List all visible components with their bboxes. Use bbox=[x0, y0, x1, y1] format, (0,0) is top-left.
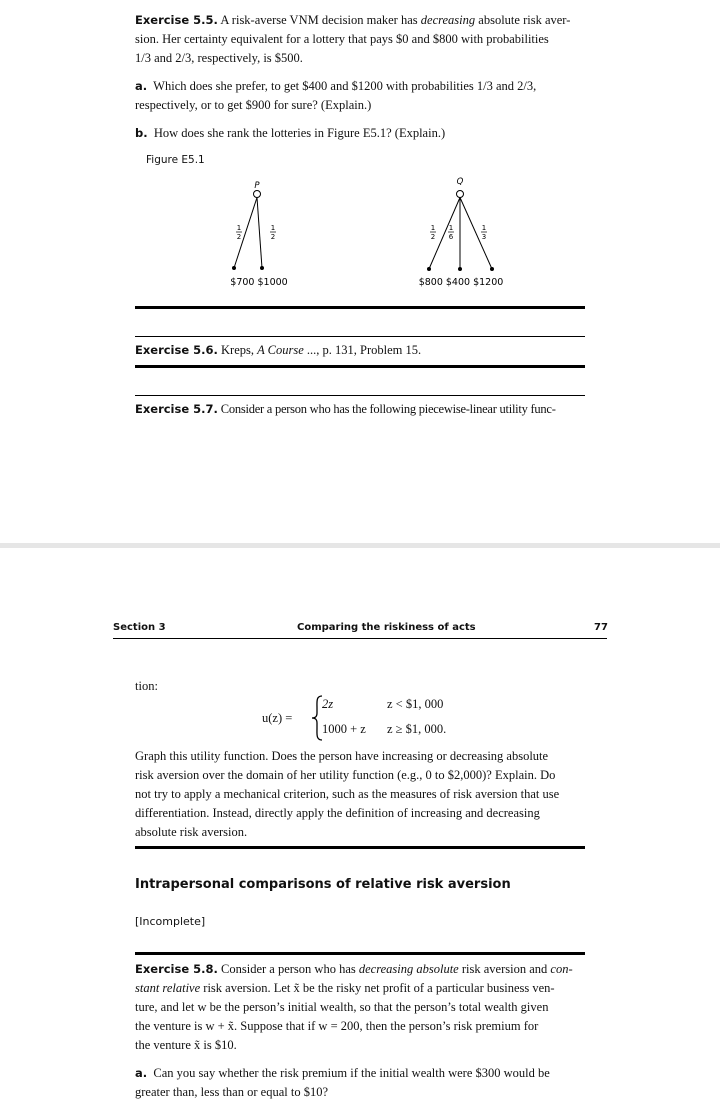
text: How does she rank the lotteries in Figure E5.1? (Explain.) bbox=[153, 126, 446, 140]
text: respectively, or to get $900 for sure? (Explain.) bbox=[135, 98, 372, 112]
tree-q-leaf-right bbox=[490, 267, 494, 271]
paragraph-line: risk aversion over the domain of her utility function (e.g., 0 to $2,000)? Explain. Do bbox=[135, 768, 556, 782]
tree-q-branch-right bbox=[460, 198, 492, 270]
running-header-section: Section 3 bbox=[113, 622, 166, 633]
thin-rule bbox=[135, 336, 585, 337]
tree-q-outcomes: $800 $400 $1200 bbox=[418, 277, 504, 288]
tree-p-prob-right bbox=[270, 224, 276, 241]
tree-p-leaf-right bbox=[260, 266, 264, 270]
emphasis: A Course bbox=[257, 343, 304, 357]
text: Consider a person who has the following piecewise-linear utility func- bbox=[220, 402, 556, 416]
paragraph-line: not try to apply a mechanical criterion, such as the measures of risk aversion that use bbox=[135, 787, 560, 801]
tree-p-branch-right bbox=[257, 198, 262, 269]
tree-q-root-node bbox=[457, 191, 464, 198]
svg-text:1: 1 bbox=[430, 224, 436, 232]
tree-q-prob-right bbox=[481, 224, 487, 241]
exercise-5-5-line-3: 1/3 and 2/3, respectively, is $500. bbox=[135, 51, 303, 65]
emphasis: stant relative bbox=[135, 981, 201, 995]
thick-rule bbox=[135, 952, 585, 955]
svg-text:1: 1 bbox=[236, 224, 242, 232]
svg-text:1: 1 bbox=[448, 224, 454, 232]
exercise-5-5-line-1 bbox=[135, 11, 585, 30]
running-header-title: Comparing the riskiness of acts bbox=[297, 622, 476, 633]
svg-text:2: 2 bbox=[270, 233, 276, 241]
part-b-label: b. bbox=[135, 126, 148, 140]
text: ture, and let w be the person’s initial wealth, so that the person’s total wealth given bbox=[135, 1000, 549, 1014]
exercise-5-8-part-a bbox=[135, 1064, 585, 1102]
paragraph-line: Graph this utility function. Does the person have increasing or decreasing absolute bbox=[135, 749, 549, 763]
thick-rule bbox=[135, 306, 585, 309]
paragraph-line: absolute risk aversion. bbox=[135, 825, 248, 839]
page-separator bbox=[0, 543, 720, 548]
svg-text:3: 3 bbox=[481, 233, 487, 241]
tree-q-prob-left bbox=[430, 224, 436, 241]
exercise-5-7-body bbox=[135, 747, 585, 842]
case-2-condition: z ≥ $1, 000. bbox=[387, 722, 447, 736]
exercise-5-5-part-b bbox=[135, 124, 585, 143]
text: Which does she prefer, to get $400 and $1200 with probabilities 1/3 and 2/3, bbox=[153, 79, 537, 93]
svg-text:1: 1 bbox=[270, 224, 276, 232]
tree-p-label: P bbox=[254, 181, 260, 191]
header-rule bbox=[113, 638, 607, 639]
exercise-5-7-heading: Exercise 5.7. bbox=[135, 402, 218, 416]
tree-p-prob-left bbox=[236, 224, 242, 241]
tree-q-prob-mid bbox=[448, 224, 454, 241]
text: Kreps, bbox=[221, 343, 258, 357]
exercise-5-8 bbox=[135, 960, 585, 1055]
part-a-label: a. bbox=[135, 79, 148, 93]
tree-q-label: Q bbox=[456, 177, 464, 187]
incomplete-note: [Incomplete] bbox=[135, 915, 206, 928]
paragraph-line: differentiation. Instead, directly apply the definition of increasing and decreasing bbox=[135, 806, 540, 820]
exercise-5-5-heading: Exercise 5.5. bbox=[135, 13, 218, 27]
tree-p-outcomes: $700 $1000 bbox=[230, 277, 288, 288]
thick-rule bbox=[135, 365, 585, 368]
exercise-5-5-part-a bbox=[135, 77, 585, 115]
text: the venture x̃ is $10. bbox=[135, 1038, 237, 1052]
thick-rule bbox=[135, 846, 585, 849]
svg-text:6: 6 bbox=[448, 233, 454, 241]
tree-p-leaf-left bbox=[232, 266, 236, 270]
text: A risk-averse VNM decision maker has bbox=[220, 13, 421, 27]
emphasis: decreasing absolute bbox=[358, 962, 459, 976]
continuation-text: tion: bbox=[135, 679, 158, 693]
svg-text:1: 1 bbox=[481, 224, 487, 232]
thin-rule bbox=[135, 395, 585, 396]
exercise-5-8-heading: Exercise 5.8. bbox=[135, 962, 218, 976]
formula-lhs: u(z) = bbox=[262, 711, 293, 725]
text: Consider a person who has bbox=[221, 962, 359, 976]
text: risk aversion. Let x̃ be the risky net profit of a particular business ven- bbox=[200, 981, 555, 995]
case-1-condition: z < $1, 000 bbox=[387, 697, 444, 711]
text: Can you say whether the risk premium if the initial wealth were $300 would be bbox=[153, 1066, 550, 1080]
exercise-5-6-heading: Exercise 5.6. bbox=[135, 343, 218, 357]
text: absolute risk aver- bbox=[475, 13, 571, 27]
tree-p-root-node bbox=[254, 191, 261, 198]
text: greater than, less than or equal to $10? bbox=[135, 1085, 328, 1099]
text: the venture is w + x̃. Suppose that if w = 200, then the person’s risk premium for bbox=[135, 1019, 539, 1033]
tree-q-leaf-mid bbox=[458, 267, 462, 271]
figure-label: Figure E5.1 bbox=[146, 154, 205, 166]
subsection-title: Intrapersonal comparisons of relative risk aversion bbox=[135, 877, 511, 892]
svg-text:2: 2 bbox=[430, 233, 436, 241]
case-1-expression: 2z bbox=[322, 697, 334, 711]
page-number: 77 bbox=[594, 622, 608, 633]
text: ..., p. 131, Problem 15. bbox=[303, 343, 422, 357]
svg-text:2: 2 bbox=[236, 233, 242, 241]
emphasis: decreasing bbox=[420, 13, 476, 27]
figure-e5-1 bbox=[200, 172, 540, 292]
tree-q-leaf-left bbox=[427, 267, 431, 271]
emphasis: con- bbox=[550, 962, 573, 976]
part-a-label: a. bbox=[135, 1066, 148, 1080]
exercise-5-5 bbox=[135, 11, 585, 68]
text: risk aversion and bbox=[458, 962, 551, 976]
exercise-5-6 bbox=[135, 341, 585, 360]
exercise-5-5-line-2: sion. Her certainty equivalent for a lottery that pays $0 and $800 with probabilities bbox=[135, 32, 549, 46]
case-2-expression: 1000 + z bbox=[322, 722, 366, 736]
exercise-5-7 bbox=[135, 400, 585, 419]
